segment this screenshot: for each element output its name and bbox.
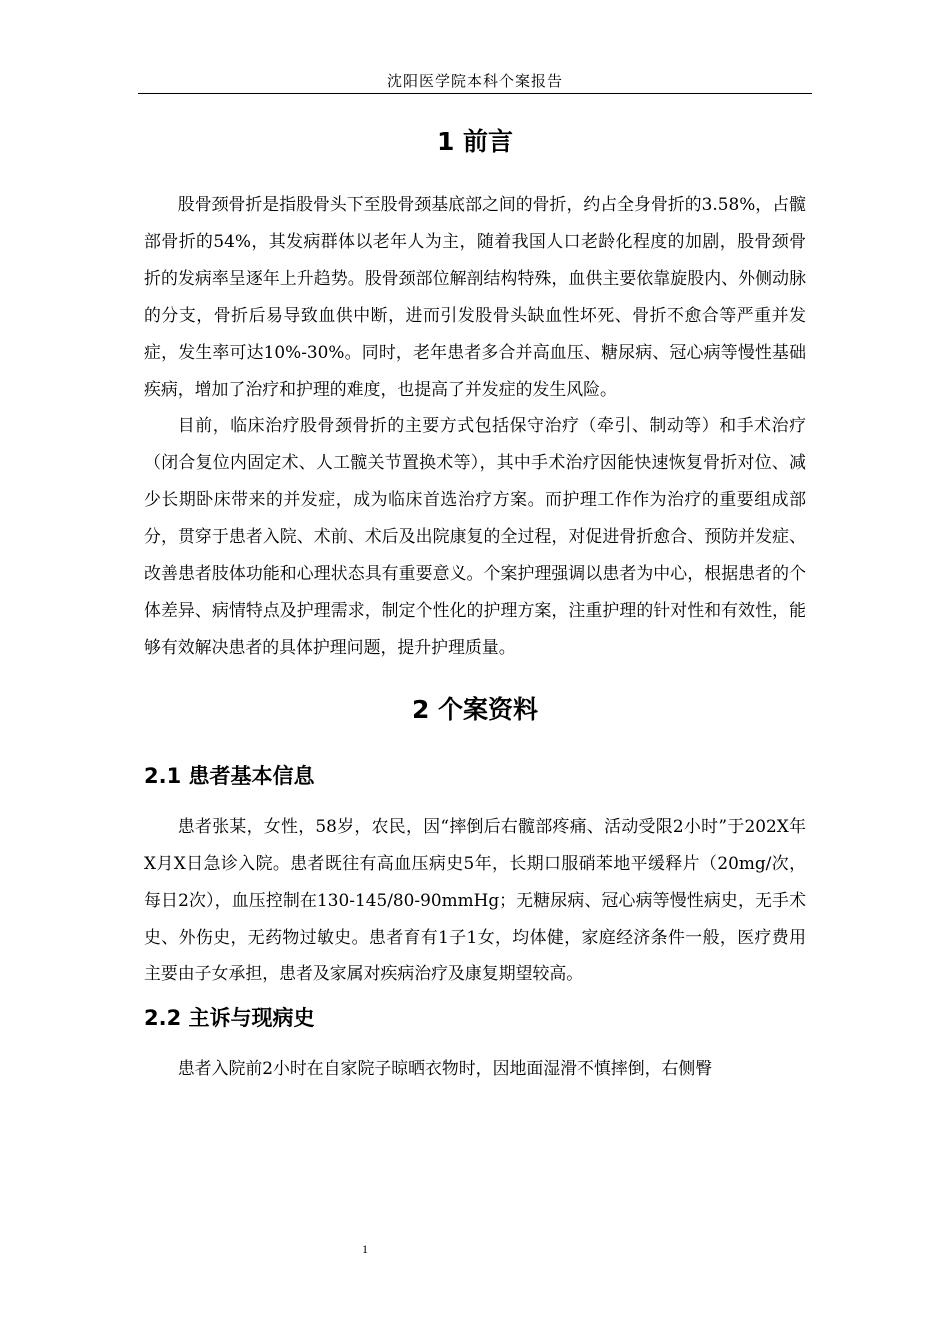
page-number: 1	[362, 1242, 368, 1256]
paragraph: 患者入院前2小时在自家院子晾晒衣物时，因地面湿滑不慎摔倒，右侧臀	[177, 1058, 713, 1079]
paragraph: 患者张某，女性，58岁，农民，因“摔倒后右髋部疼痛、活动受限2小时”于202X年X月X日急诊入院。患者既往有高血压病史5年，长期口服硝苯地平缓释片（20mg/次，每日2次），血压控制在130-145/80-90mmHg；无糖尿病、冠心病等慢性病史，无手术史、外伤史，无药物过敏史。患者育有1子1女，均体健，家庭经济条件一般，医疗费用主要由子女承担，患者及家属对疾病治疗及康复期望较高。	[144, 815, 806, 984]
section-title-introduction: 1 前言	[436, 127, 514, 156]
header-rule	[138, 93, 812, 94]
subsection-title-chief-complaint: 2.2 主诉与现病史	[144, 1006, 315, 1031]
subsection-title-basic-info: 2.1 患者基本信息	[144, 763, 315, 788]
running-header: 沈阳医学院本科个案报告	[386, 72, 563, 90]
paragraph: 股骨颈骨折是指股骨头下至股骨颈基底部之间的骨折，约占全身骨折的3.58%，占髋部骨折的54%，其发病群体以老年人为主，随着我国人口老龄化程度的加剧，股骨颈骨折的发病率呈逐年上升趋势。股骨颈部位解剖结构特殊，血供主要依靠旋股内、外侧动脉的分支，骨折后易导致血供中断，进而引发股骨头缺血性坏死、骨折不愈合等严重并发症，发生率可达10%-30%。同时，老年患者多合并高血压、糖尿病、冠心病等慢性基础疾病，增加了治疗和护理的难度，也提高了并发症的发生风险。	[144, 194, 806, 399]
paragraph: 目前，临床治疗股骨颈骨折的主要方式包括保守治疗（牵引、制动等）和手术治疗（闭合复位内固定术、人工髋关节置换术等），其中手术治疗因能快速恢复骨折对位、减少长期卧床带来的并发症，成为临床首选治疗方案。而护理工作作为治疗的重要组成部分，贯穿于患者入院、术前、术后及出院康复的全过程，对促进骨折愈合、预防并发症、改善患者肢体功能和心理状态具有重要意义。个案护理强调以患者为中心，根据患者的个体差异、病情特点及护理需求，制定个性化的护理方案，注重护理的针对性和有效性，能够有效解决患者的具体护理问题，提升护理质量。	[144, 415, 806, 657]
section-title-case-data: 2 个案资料	[411, 694, 539, 724]
document-body	[144, 120, 806, 1087]
